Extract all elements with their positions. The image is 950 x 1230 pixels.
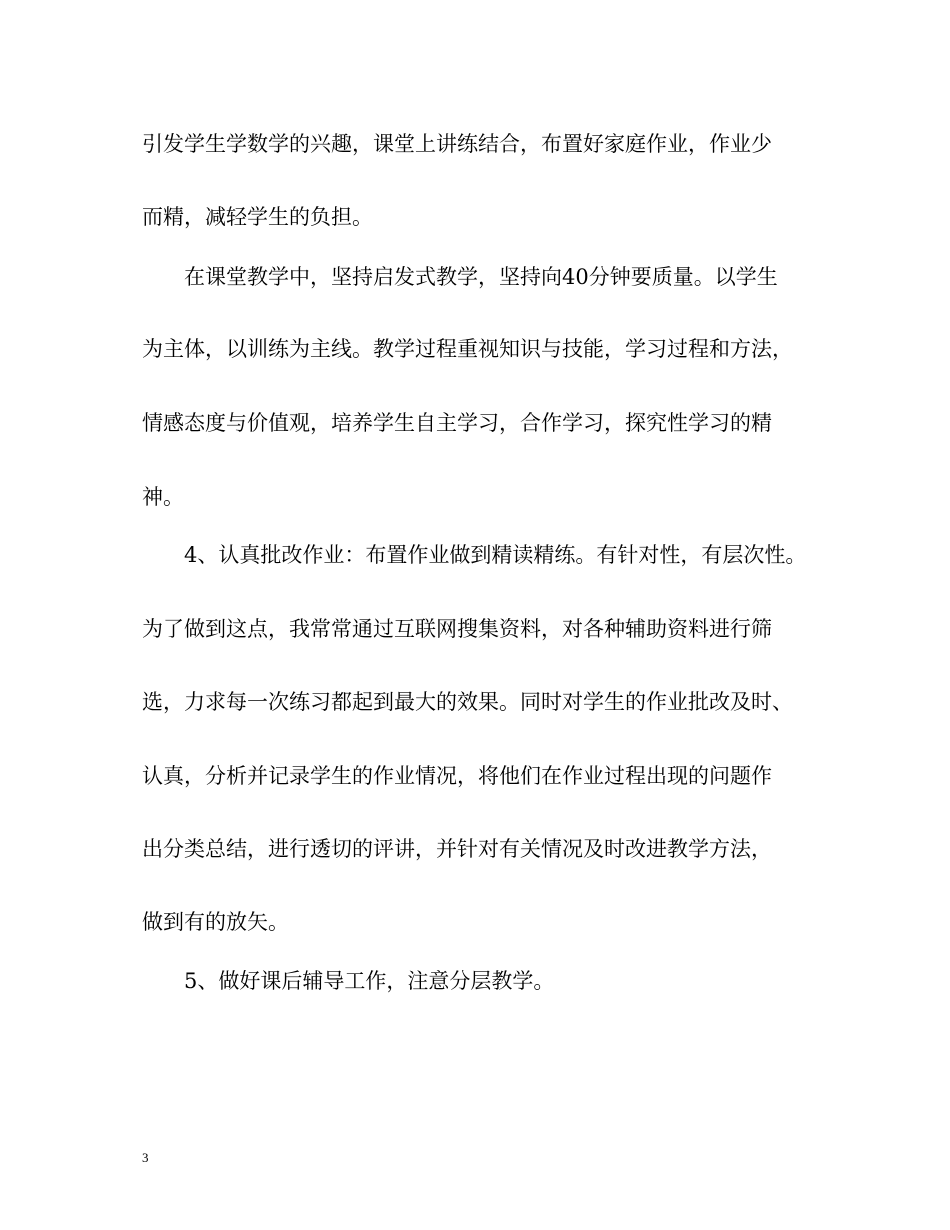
text-line-6: 神。 [142, 485, 184, 509]
text-line-2: 而精，减轻学生的负担。 [142, 205, 373, 229]
text-line-4: 为主体，以训练为主线。教学过程重视知识与技能，学习过程和方法， [142, 337, 793, 361]
text-line-9: 选，力求每一次练习都起到最大的效果。同时对学生的作业批改及时、 [142, 690, 793, 714]
text-line-10: 认真，分析并记录学生的作业情况，将他们在作业过程出现的问题作 [142, 764, 772, 788]
page-number: 3 [142, 1150, 149, 1165]
text-line-5: 情感态度与价值观，培养学生自主学习，合作学习，探究性学习的精 [142, 411, 772, 435]
text-line-12: 做到有的放矢。 [142, 910, 289, 934]
text-line-3: 在课堂教学中，坚持启发式教学，坚持向40分钟要质量。以学生 [142, 265, 778, 289]
text-line-1: 引发学生学数学的兴趣，课堂上讲练结合，布置好家庭作业，作业少 [142, 132, 772, 156]
text-line-13: 5、做好课后辅导工作，注意分层教学。 [142, 969, 555, 993]
text-line-11: 出分类总结，进行透切的评讲，并针对有关情况及时改进教学方法， [142, 837, 772, 861]
text-line-8: 为了做到这点，我常常通过互联网搜集资料，对各种辅助资料进行筛 [142, 617, 772, 641]
text-line-7: 4、认真批改作业：布置作业做到精读精练。有针对性，有层次性。 [142, 543, 807, 567]
